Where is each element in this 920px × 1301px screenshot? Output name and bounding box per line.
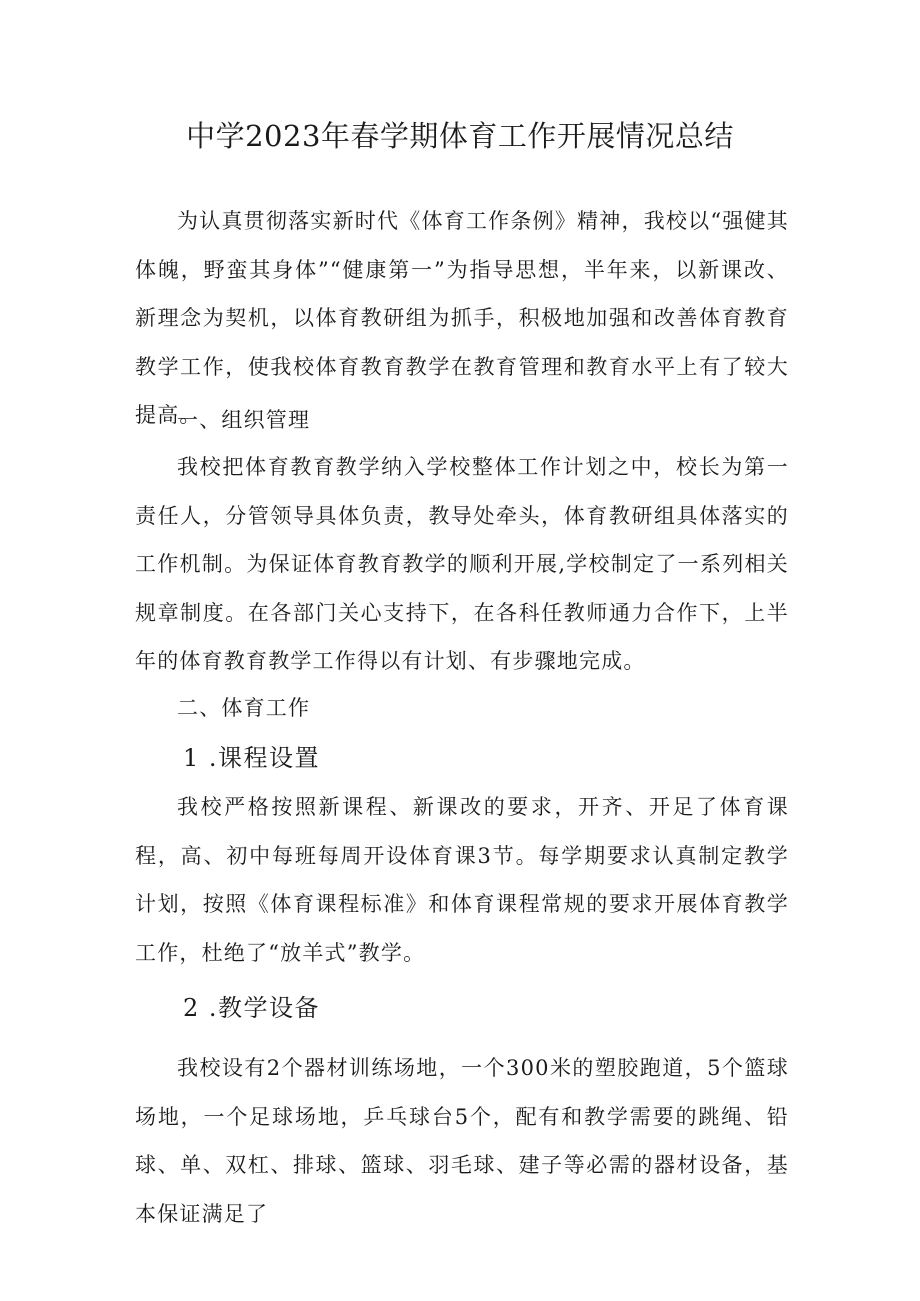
equipment-paragraph: 我校设有2个器材训练场地，一个300米的塑胶跑道，5个篮球场地，一个足球场地，乒乓球台5个，配有和教学需要的跳绳、铅球、单、双杠、排球、篮球、羽毛球、建子等必需的器材设备，基本保证满足了 [135,1056,789,1226]
subsection-heading-equipment: 2 .教学设备 [183,994,321,1022]
curriculum-paragraph: 我校严格按照新课程、新课改的要求，开齐、开足了体育课程，高、初中每班每周开设体育课3节。每学期要求认真制定教学计划，按照《体育课程标准》和体育课程常规的要求开展体育教学工作，杜绝了“放羊式”教学。 [135,795,789,965]
intro-paragraph: 为认真贯彻落实新时代《体育工作条例》精神，我校以“强健其体魄，野蛮其身体”“健康第一”为指导思想，半年来，以新课改、新理念为契机，以体育教研组为抓手，积极地加强和改善体育教育教学工作，使我校体育教育教学在教育管理和教育水平上有了较大提高。 [135,209,789,427]
organization-paragraph: 我校把体育教育教学纳入学校整体工作计划之中，校长为第一责任人，分管领导具体负责，教导处牵头，体育教研组具体落实的工作机制。为保证体育教育教学的顺利开展,学校制定了一系列相关规章制度。在各部门关心支持下，在各科任教师通力合作下，上半年的体育教育教学工作得以有计划、有步骤地完成。 [135,455,789,673]
section-heading-pe-work: 二、体育工作 [177,696,311,720]
subsection-heading-curriculum: 1 .课程设置 [183,744,321,772]
document-title: 中学2023年春学期体育工作开展情况总结 [186,119,734,153]
section-heading-organization: 一、组织管理 [177,408,311,432]
